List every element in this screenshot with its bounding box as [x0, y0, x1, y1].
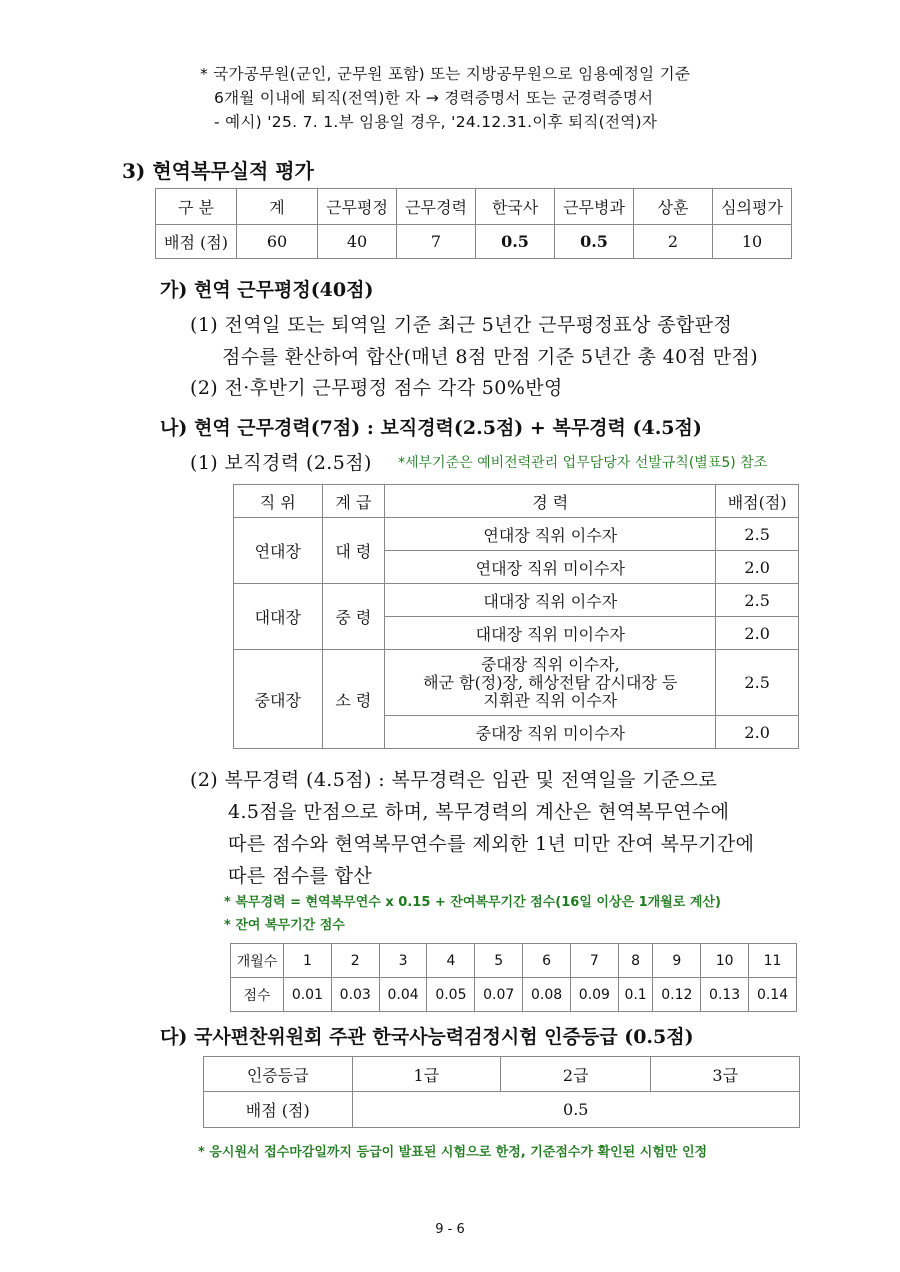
ht-h3: 3급: [651, 1057, 800, 1092]
s3-r2: 40: [318, 225, 397, 259]
rt-m7: 8: [618, 944, 653, 978]
ht-h0: 인증등급: [204, 1057, 353, 1092]
rt-s0: 0.01: [284, 978, 332, 1012]
rt-m3: 4: [427, 944, 475, 978]
da-title: 다) 국사편찬위원회 주관 한국사능력검정시험 인증등급 (0.5점): [160, 1026, 694, 1048]
na-title: 나) 현역 근무경력(7점) : 보직경력(2.5점) + 복무경력 (4.5점): [160, 417, 702, 439]
section3-title: 3) 현역복무실적 평가: [122, 159, 314, 183]
ga-p2: (2) 전·후반기 근무평정 점수 각각 50%반영: [190, 377, 563, 399]
s3-r5: 0.5: [555, 225, 634, 259]
rt-m9: 10: [701, 944, 749, 978]
remain-table: [230, 943, 797, 1012]
s3-r3: 7: [397, 225, 476, 259]
ct-g2-r0-career-line1: 중대장 직위 이수자,: [480, 654, 620, 674]
ga-p1b: 점수를 환산하여 합산(매년 8점 만점 기준 5년간 총 40점 만점): [222, 346, 759, 368]
rt-score-label: 점수: [231, 978, 284, 1012]
ct-g2-r1-career: 중대장 직위 미이수자: [385, 716, 716, 749]
s3-h3: 근무경력: [397, 189, 476, 225]
s3-r6: 2: [634, 225, 713, 259]
rt-m4: 5: [475, 944, 523, 978]
na-p2c: 따른 점수와 현역복무연수를 제외한 1년 미만 잔여 복무기간에: [228, 833, 755, 855]
rt-m6: 7: [570, 944, 618, 978]
rt-s3: 0.05: [427, 978, 475, 1012]
top-note-line3: - 예시) '25. 7. 1.부 임용일 경우, '24.12.31.이후 퇴직(전역)자: [214, 113, 658, 131]
s3-h6: 상훈: [634, 189, 713, 225]
s3-h1: 계: [237, 189, 318, 225]
rt-s4: 0.07: [475, 978, 523, 1012]
da-note: * 응시원서 접수마감일까지 등급이 발표된 시험으로 한정, 기준점수가 확인된 시험만 인정: [198, 1145, 708, 1160]
rt-m8: 9: [653, 944, 701, 978]
rt-m2: 3: [379, 944, 427, 978]
na-p2a: (2) 복무경력 (4.5점) : 복무경력은 임관 및 전역일을 기준으로: [190, 769, 718, 791]
ct-g0-r1-score: 2.0: [716, 551, 799, 584]
ht-row-label: 배점 (점): [204, 1092, 353, 1128]
ht-h1: 1급: [352, 1057, 500, 1092]
s3-h7: 심의평가: [713, 189, 792, 225]
ct-g1-position: 대대장: [234, 584, 323, 650]
ga-title: 가) 현역 근무평정(40점): [160, 279, 374, 301]
s3-h2: 근무평정: [318, 189, 397, 225]
ct-g1-r0-career: 대대장 직위 이수자: [385, 584, 716, 617]
ct-g2-r0-career-line3: 지휘관 직위 이수자: [483, 690, 618, 710]
ct-g1-rank: 중 령: [322, 584, 385, 650]
history-table: [203, 1056, 800, 1128]
na-p1: (1) 보직경력 (2.5점): [190, 452, 372, 474]
rt-s10: 0.14: [749, 978, 797, 1012]
rt-s7: 0.1: [618, 978, 653, 1012]
rt-m1: 2: [331, 944, 379, 978]
na-p1-note: *세부기준은 예비전력관리 업무담당자 선발규칙(별표5) 참조: [398, 455, 768, 471]
rt-m5: 6: [523, 944, 571, 978]
page-number: 9 - 6: [435, 1222, 465, 1237]
s3-r4: 0.5: [476, 225, 555, 259]
ht-h2: 2급: [501, 1057, 651, 1092]
ct-g1-r1-career: 대대장 직위 미이수자: [385, 617, 716, 650]
s3-r1: 60: [237, 225, 318, 259]
na-formula: * 복무경력 = 현역복무연수 x 0.15 + 잔여복무기간 점수(16일 이상은 1개월로 계산): [224, 895, 721, 910]
top-note-line2: 6개월 이내에 퇴직(전역)한 자 → 경력증명서 또는 군경력증명서: [214, 89, 654, 107]
rt-m10: 11: [749, 944, 797, 978]
ct-g1-r1-score: 2.0: [716, 617, 799, 650]
ct-g2-r1-score: 2.0: [716, 716, 799, 749]
ct-h3: 배점(점): [716, 485, 799, 518]
ct-g0-r0-score: 2.5: [716, 518, 799, 551]
ct-g2-r0-score: 2.5: [716, 650, 799, 716]
ct-h0: 직 위: [234, 485, 323, 518]
ct-h2: 경 력: [385, 485, 716, 518]
na-p2b: 4.5점을 만점으로 하며, 복무경력의 계산은 현역복무연수에: [228, 801, 730, 823]
rt-s8: 0.12: [653, 978, 701, 1012]
section3-table: [155, 188, 792, 259]
na-remain-title: * 잔여 복무기간 점수: [224, 918, 345, 933]
ht-row-value: 0.5: [352, 1092, 799, 1128]
na-p2d: 따른 점수를 합산: [228, 865, 373, 887]
career-table: [233, 484, 799, 749]
ct-g0-r1-career: 연대장 직위 미이수자: [385, 551, 716, 584]
rt-s5: 0.08: [523, 978, 571, 1012]
s3-h5: 근무병과: [555, 189, 634, 225]
rt-s6: 0.09: [570, 978, 618, 1012]
ct-g2-r0-career: [385, 650, 716, 716]
s3-h0: 구 분: [156, 189, 237, 225]
ct-h1: 계 급: [322, 485, 385, 518]
ct-g2-position: 중대장: [234, 650, 323, 749]
ct-g0-rank: 대 령: [322, 518, 385, 584]
s3-r7: 10: [713, 225, 792, 259]
rt-s2: 0.04: [379, 978, 427, 1012]
rt-s9: 0.13: [701, 978, 749, 1012]
top-note-line1: * 국가공무원(군인, 군무원 포함) 또는 지방공무원으로 임용예정일 기준: [200, 65, 691, 83]
ct-g2-rank: 소 령: [322, 650, 385, 749]
ct-g1-r0-score: 2.5: [716, 584, 799, 617]
ga-p1a: (1) 전역일 또는 퇴역일 기준 최근 5년간 근무평정표상 종합판정: [190, 314, 733, 336]
rt-months-label: 개월수: [231, 944, 284, 978]
ct-g0-position: 연대장: [234, 518, 323, 584]
rt-s1: 0.03: [331, 978, 379, 1012]
rt-m0: 1: [284, 944, 332, 978]
s3-h4: 한국사: [476, 189, 555, 225]
top-note: [200, 62, 690, 134]
ct-g2-r0-career-line2: 해군 함(정)장, 해상전탐 감시대장 등: [423, 672, 678, 692]
ct-g0-r0-career: 연대장 직위 이수자: [385, 518, 716, 551]
s3-r0: 배점 (점): [156, 225, 237, 259]
